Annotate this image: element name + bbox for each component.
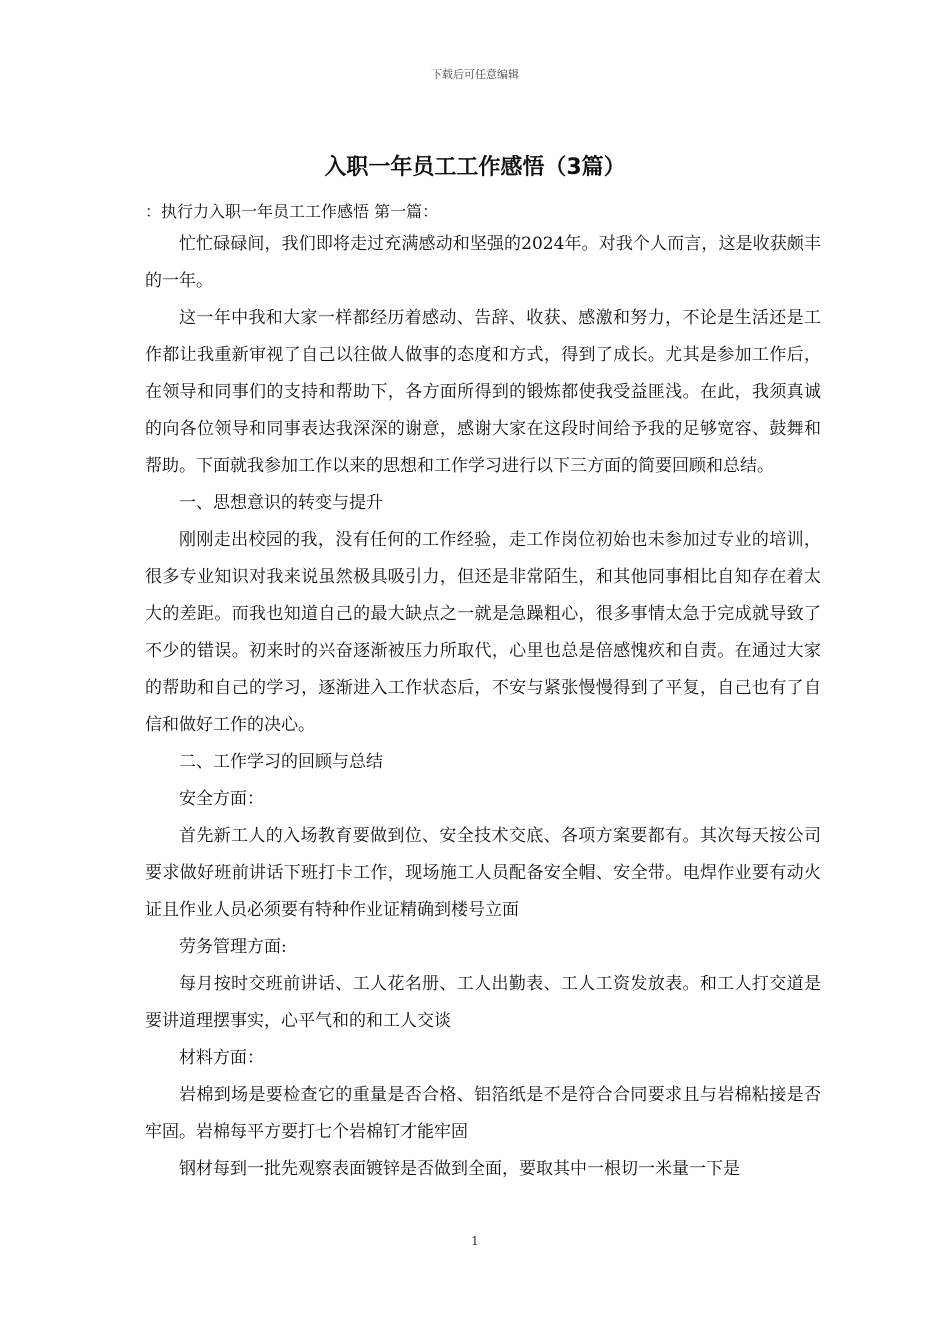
- paragraph: 这一年中我和大家一样都经历着感动、告辞、收获、感激和努力，不论是生活还是工作都让我重新审视了自己以往做人做事的态度和方式，得到了成长。尤其是参加工作后，在领导和同事们的支持和帮助下，各方面所得到的锻炼都使我受益匪浅。在此，我须真诚的向各位领导和同事表达我深深的谢意，感谢大家在这段时间给予我的足够宽容、鼓舞和帮助。下面就我参加工作以来的思想和工作学习进行以下三方面的简要回顾和总结。: [145, 308, 821, 476]
- sub-heading: 材料方面：: [179, 1048, 264, 1068]
- paragraph: 刚刚走出校园的我，没有任何的工作经验，走工作岗位初始也未参加过专业的培训，很多专业知识对我来说虽然极具吸引力，但还是非常陌生，和其他同事相比自知存在着太大的差距。而我也知道自己的最大缺点之一就是急躁粗心，很多事情太急于完成就导致了不少的错误。初来时的兴奋逐渐被压力所取代，心里也总是倍感愧疚和自责。在通过大家的帮助和自己的学习，逐渐进入工作状态后，不安与紧张慢慢得到了平复，自己也有了自信和做好工作的决心。: [145, 530, 821, 735]
- section-subtitle: ：执行力入职一年员工工作感悟 第一篇：: [145, 202, 439, 221]
- page-header: 下载后可任意编辑: [431, 68, 519, 81]
- section-heading: 一、思想意识的转变与提升: [179, 493, 383, 513]
- paragraph: 钢材每到一批先观察表面镀锌是否做到全面，要取其中一根切一米量一下是: [179, 1159, 740, 1179]
- paragraph: 每月按时交班前讲话、工人花名册、工人出勤表、工人工资发放表。和工人打交道是要讲道理摆事实，心平气和的和工人交谈: [145, 974, 821, 1031]
- paragraph: 岩棉到场是要检查它的重量是否合格、铝箔纸是不是符合合同要求且与岩棉粘接是否牢固。岩棉每平方要打七个岩棉钉才能牢固: [145, 1085, 821, 1142]
- sub-heading: 劳务管理方面:: [179, 937, 287, 957]
- paragraph: 首先新工人的入场教育要做到位、安全技术交底、各项方案要都有。其次每天按公司要求做好班前讲话下班打卡工作，现场施工人员配备安全帽、安全带。电焊作业要有动火证且作业人员必须要有特种作业证精确到楼号立面: [145, 826, 821, 920]
- paragraph: 忙忙碌碌间，我们即将走过充满感动和坚强的2024年。对我个人而言，这是收获颇丰的一年。: [145, 234, 821, 291]
- document-title: 入职一年员工工作感悟（3篇）: [324, 155, 626, 180]
- page-number: 1: [471, 1234, 479, 1248]
- document-body: [145, 198, 821, 1188]
- sub-heading: 安全方面：: [179, 789, 264, 809]
- section-heading: 二、工作学习的回顾与总结: [179, 752, 383, 772]
